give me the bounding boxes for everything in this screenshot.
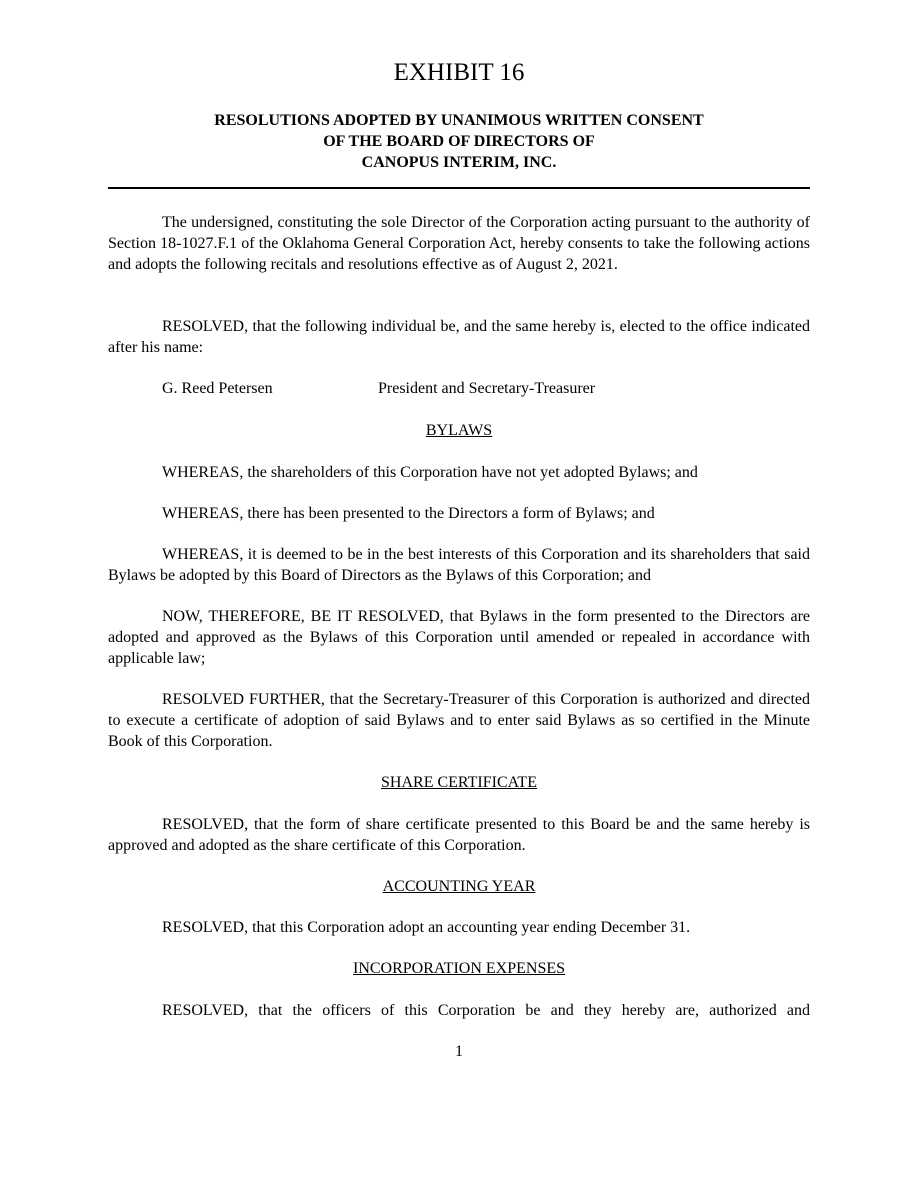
exhibit-title: EXHIBIT 16	[393, 59, 525, 86]
section-heading-incorporation-expenses	[0, 958, 918, 979]
officer-name: G. Reed Petersen	[162, 380, 273, 397]
resolved-further-paragraph: RESOLVED FURTHER, that the Secretary-Treasurer of this Corporation is authorized and directed to execute a certificate of adoption of said Bylaws and to enter said Bylaws as so certified in the Minute Book of this Corporation.	[108, 691, 810, 750]
section-share-certificate-label: SHARE CERTIFICATE	[381, 774, 537, 791]
incorporation-paragraph: RESOLVED, that the officers of this Corporation be and they hereby are, authorized and	[162, 1002, 810, 1019]
accounting-paragraph: RESOLVED, that this Corporation adopt an accounting year ending December 31.	[162, 919, 691, 936]
whereas-2-paragraph: WHEREAS, there has been presented to the Directors a form of Bylaws; and	[162, 505, 655, 522]
section-heading-share-certificate	[0, 772, 918, 793]
whereas-3-paragraph: WHEREAS, it is deemed to be in the best interests of this Corporation and its shareholders that said Bylaws be adopted by this Board of Directors as the Bylaws of this Corporation; and	[108, 546, 810, 584]
heading-line-2: OF THE BOARD OF DIRECTORS OF	[323, 133, 595, 150]
section-incorporation-expenses-label: INCORPORATION EXPENSES	[352, 960, 566, 977]
heading-divider	[108, 187, 810, 189]
section-accounting-year-label: ACCOUNTING YEAR	[382, 878, 536, 895]
heading-line-1: RESOLUTIONS ADOPTED BY UNANIMOUS WRITTEN CONSENT	[214, 112, 704, 129]
document-heading	[0, 110, 918, 173]
page-number: 1	[455, 1043, 463, 1060]
election-paragraph: RESOLVED, that the following individual be, and the same hereby is, elected to the office indicated after his name:	[108, 318, 810, 356]
now-therefore-paragraph: NOW, THEREFORE, BE IT RESOLVED, that Bylaws in the form presented to the Directors are adopted and approved as the Bylaws of this Corporation until amended or repealed in accordance with applicable law;	[108, 608, 810, 667]
officer-title: President and Secretary-Treasurer	[378, 380, 596, 397]
intro-paragraph: The undersigned, constituting the sole Director of the Corporation acting pursuant to the authority of Section 18-1027.F.1 of the Oklahoma General Corporation Act, hereby consents to take the following actions and adopts the following recitals and resolutions effective as of August 2, 2021.	[108, 214, 810, 273]
heading-line-3: CANOPUS INTERIM, INC.	[361, 154, 557, 171]
section-heading-bylaws	[0, 420, 918, 441]
whereas-1-paragraph: WHEREAS, the shareholders of this Corporation have not yet adopted Bylaws; and	[162, 464, 698, 481]
share-certificate-paragraph: RESOLVED, that the form of share certificate presented to this Board be and the same hereby is approved and adopted as the share certificate of this Corporation.	[108, 816, 810, 854]
section-heading-accounting-year	[0, 876, 918, 897]
section-bylaws-label: BYLAWS	[425, 422, 493, 439]
